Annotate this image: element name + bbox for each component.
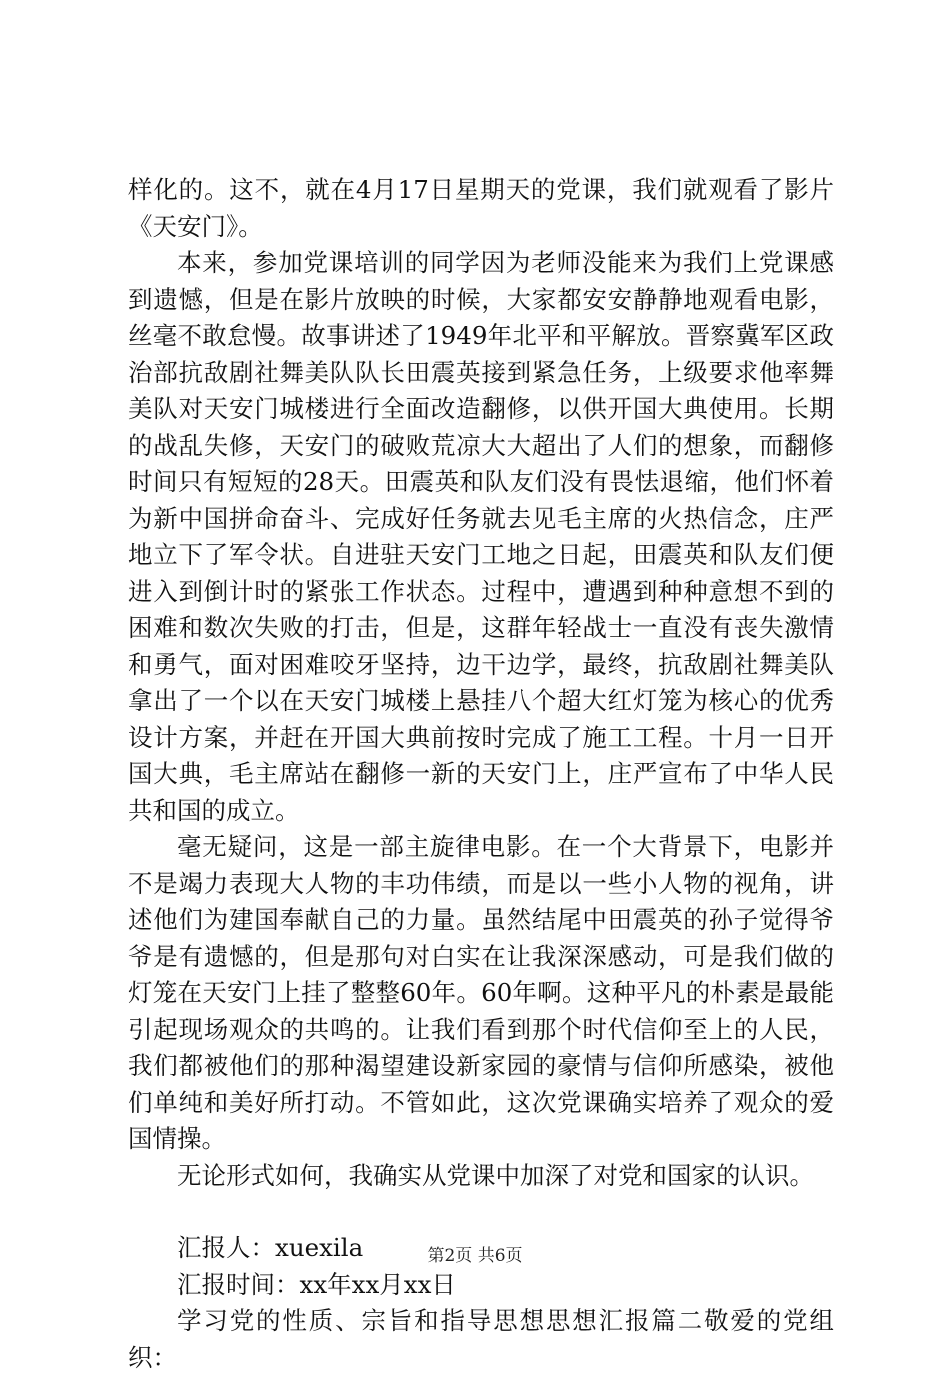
page-footer: 第2页 共6页 — [427, 1246, 523, 1266]
blank-line — [128, 1194, 834, 1230]
report-time-line: 汇报时间：xx年xx月xx日 — [177, 1269, 456, 1299]
paragraph-film-story: 本来，参加党课培训的同学因为老师没能来为我们上党课感到遗憾，但是在影片放映的时候，大家都安安静静地观看电影，丝毫不敢怠慢。故事讲述了1949年北平和平解放。晋察冀军区政治部抗敌剧社舞美队队长田震英接到紧急任务，上级要求他率舞美队对天安门城楼进行全面改造翻修，以供开国大典使用。长期的战乱失修，天安门的破败荒凉大大超出了人们的想象，而翻修时间只有短短的28天。田震英和队友们没有畏怯退缩，他们怀着为新中国拼命奋斗、完成好任务就去见毛主席的火热信念，庄严地立下了军令状。自进驻天安门工地之日起，田震英和队友们便进入到倒计时的紧张工作状态。过程中，遭遇到种种意想不到的困难和数次失败的打击，但是，这群年轻战士一直没有丧失激情和勇气，面对困难咬牙坚持，边干边学，最终，抗敌剧社舞美队拿出了一个以在天安门城楼上悬挂八个超大红灯笼为核心的优秀设计方案，并赶在开国大典前按时完成了施工工程。十月一日开国大典，毛主席站在翻修一新的天安门上，庄严宣布了中华人民共和国的成立。 — [128, 248, 834, 825]
paragraph-continuation: 样化的。这不，就在4月17日星期天的党课，我们就观看了影片《天安门》。 — [128, 175, 834, 241]
document-body — [128, 172, 834, 1376]
reporter-line: 汇报人：xuexila — [177, 1233, 364, 1262]
paragraph-reflection: 毫无疑问，这是一部主旋律电影。在一个大背景下，电影并不是竭力表现大人物的丰功伟绩，而是以一些小人物的视角，讲述他们为建国奉献自己的力量。虽然结尾中田震英的孙子觉得爷爷是有遗憾的，但是那句对白实在让我深深感动，可是我们做的灯笼在天安门上挂了整整60年。60年啊。这种平凡的朴素是最能引起现场观众的共鸣的。让我们看到那个时代信仰至上的人民，我们都被他们的那种渴望建设新家园的豪情与信仰所感染，被他们单纯和美好所打动。不管如此，这次党课确实培养了观众的爱国情操。 — [128, 832, 834, 1153]
paragraph-conclusion: 无论形式如何，我确实从党课中加深了对党和国家的认识。 — [177, 1160, 814, 1190]
next-section-title: 学习党的性质、宗旨和指导思想思想汇报篇二敬爱的党组织： — [128, 1306, 834, 1372]
